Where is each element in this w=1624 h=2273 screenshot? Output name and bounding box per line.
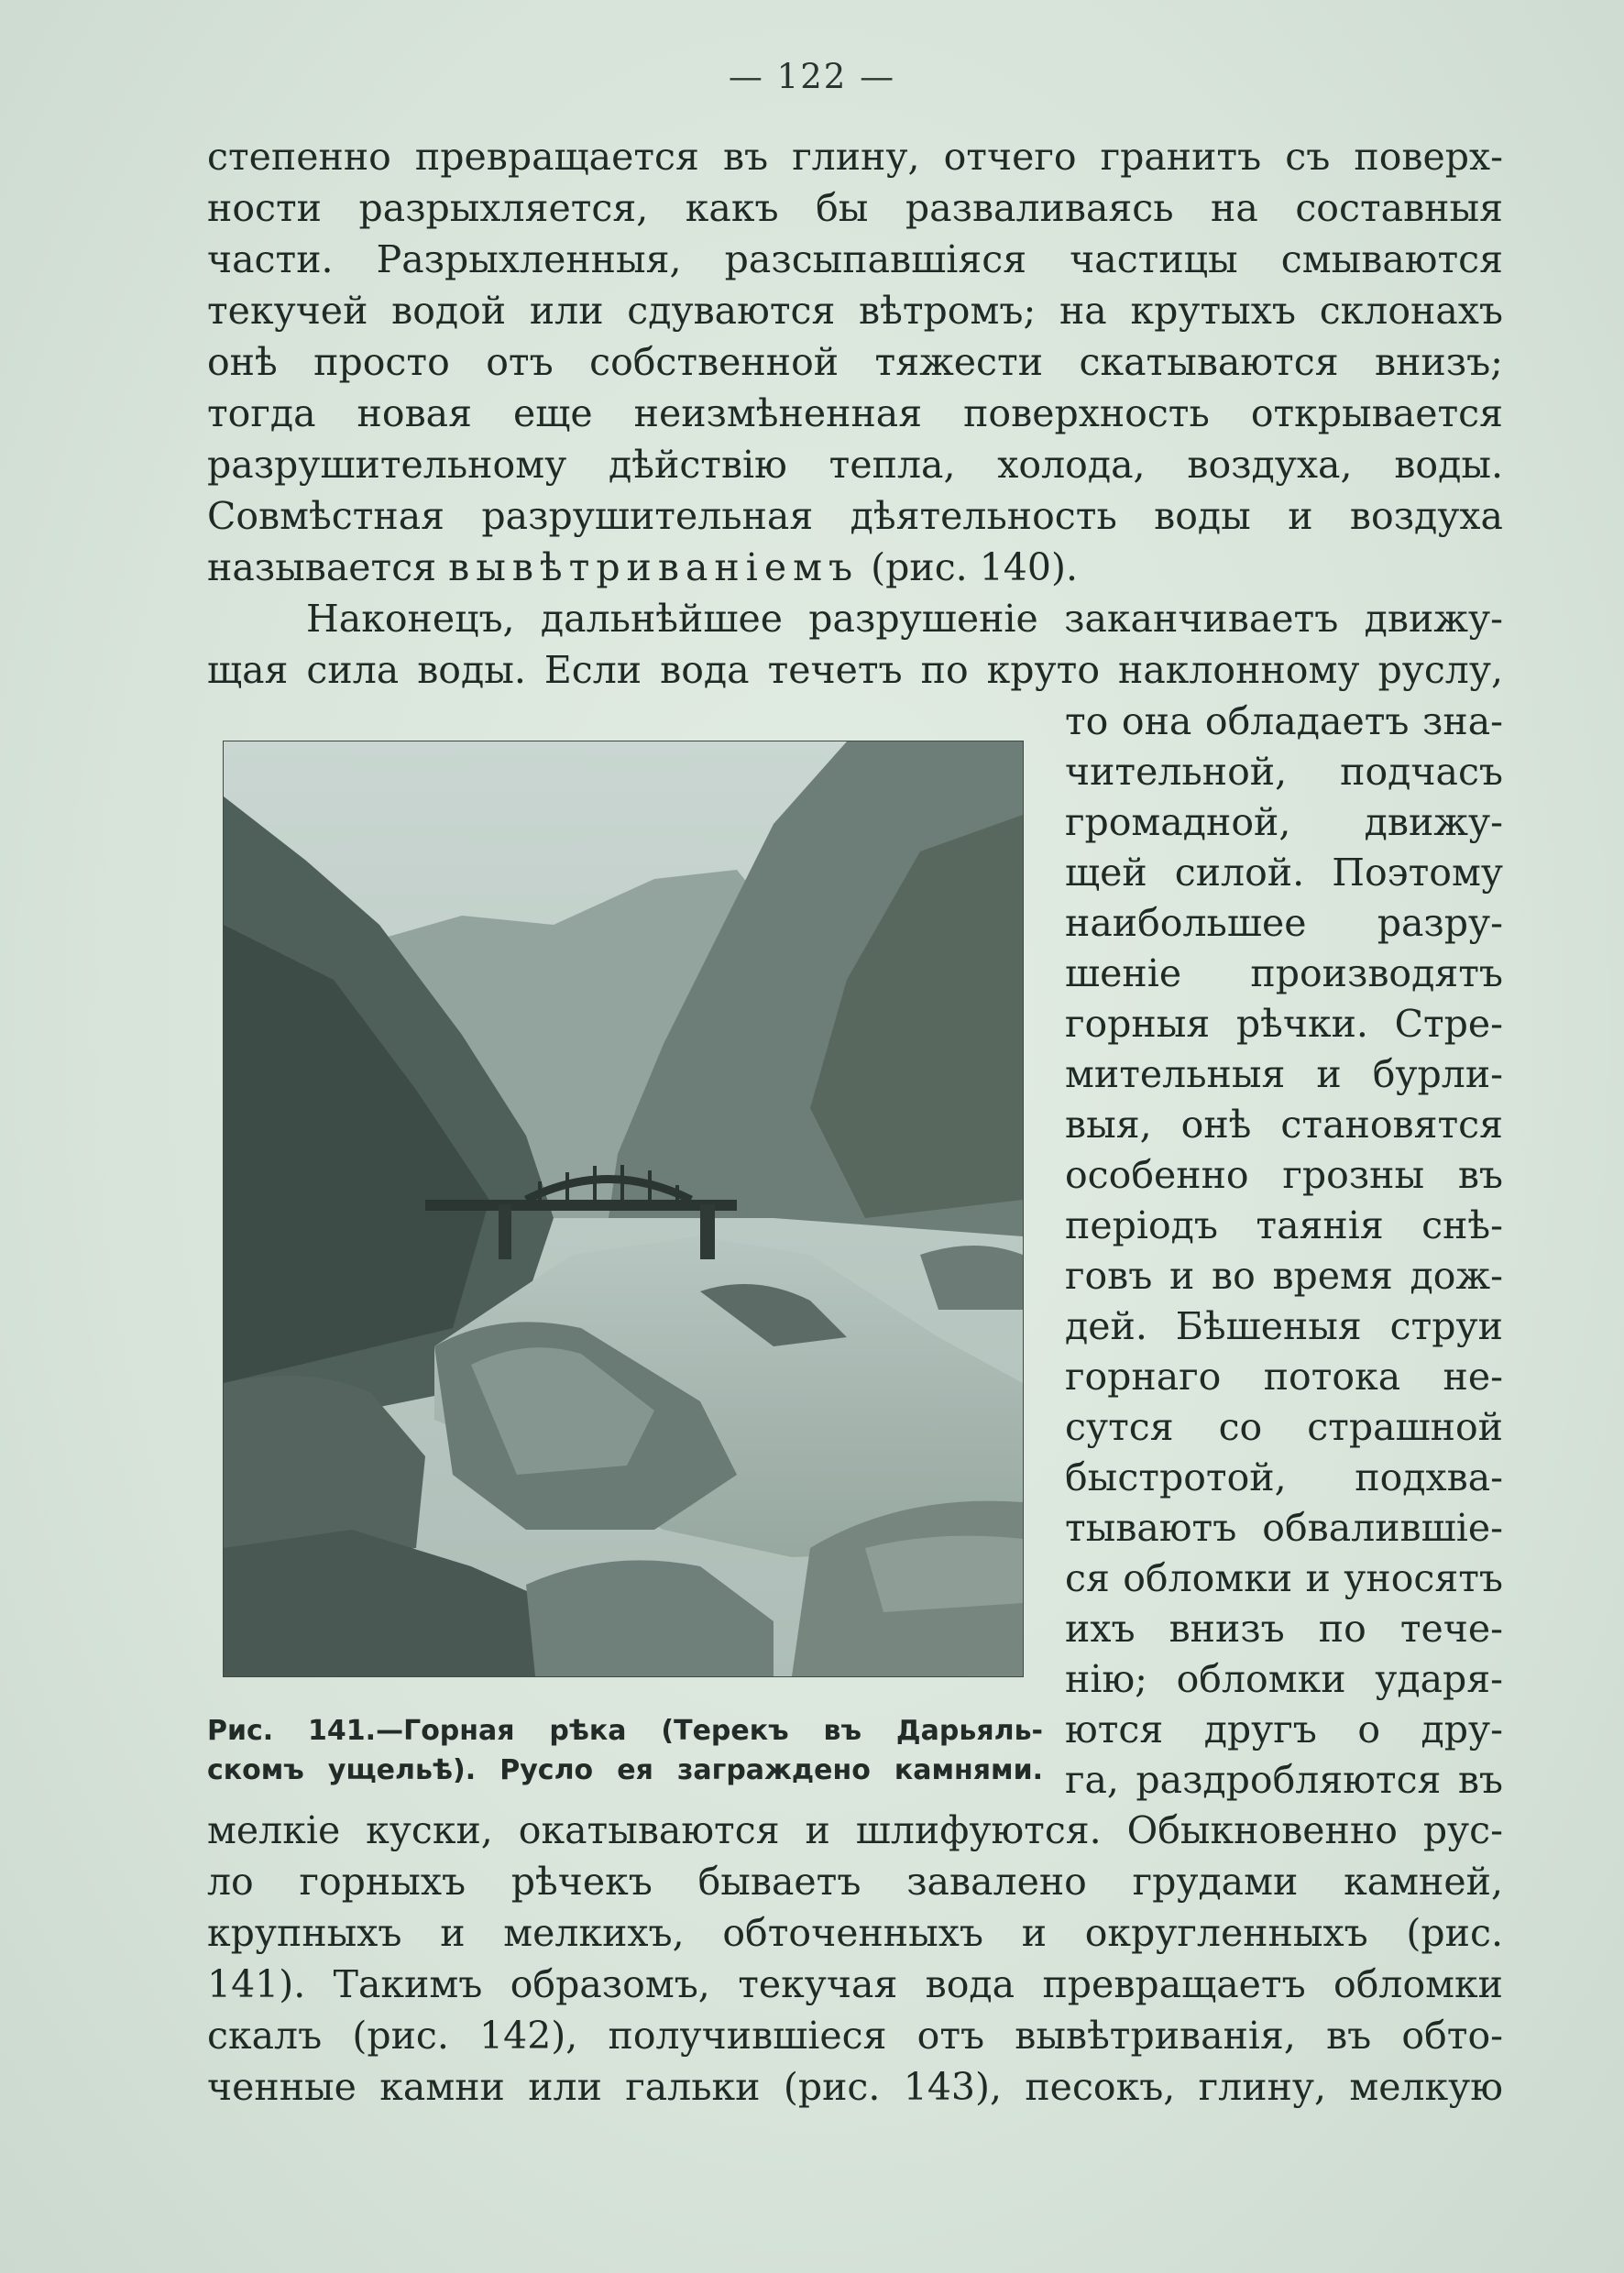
column-line: шеніе производятъ bbox=[1065, 951, 1503, 995]
term-line bbox=[207, 542, 1078, 593]
term-weathering: вывѣтриваніемъ bbox=[448, 545, 860, 589]
caption-line: скомъ ущельѣ). Русло ея заграждено камнями. bbox=[207, 1754, 1043, 1786]
column-line: га, раздробляются въ bbox=[1065, 1758, 1503, 1802]
term-line-before: называется bbox=[207, 545, 449, 589]
column-line: выя, онѣ становятся bbox=[1065, 1103, 1503, 1147]
column-line: ихъ внизъ по тече- bbox=[1065, 1607, 1503, 1651]
column-line: то она обладаетъ зна- bbox=[1065, 699, 1503, 743]
column-line: чительной, подчасъ bbox=[1065, 750, 1503, 794]
column-line: ются другъ о дру- bbox=[1065, 1707, 1503, 1751]
text-line: щая сила воды. Если вода течетъ по круто наклонному руслу, bbox=[207, 648, 1503, 692]
column-line: періодъ таянія снѣ- bbox=[1065, 1203, 1503, 1247]
text-line: тогда новая еще неизмѣненная поверхность открывается bbox=[207, 391, 1503, 435]
text-line: степенно превращается въ глину, отчего гранитъ съ поверх- bbox=[207, 135, 1503, 179]
page-number: — 122 — bbox=[728, 57, 896, 96]
column-line: сутся со страшной bbox=[1065, 1405, 1503, 1449]
text-line: Совмѣстная разрушительная дѣятельность воды и воздуха bbox=[207, 494, 1503, 538]
text-line: ченные камни или гальки (рис. 143), песокъ, глину, мелкую bbox=[207, 2065, 1503, 2109]
caption-line: Рис. 141.—Горная рѣка (Терекъ въ Дарьяль- bbox=[207, 1715, 1043, 1747]
text-line: 141). Такимъ образомъ, текучая вода превращаетъ обломки bbox=[207, 1962, 1503, 2006]
text-line: скалъ (рис. 142), получившіеся отъ вывѣтриванія, въ обто- bbox=[207, 2014, 1503, 2058]
column-line: быстротой, подхва- bbox=[1065, 1455, 1503, 1499]
column-line: ся обломки и уносятъ bbox=[1065, 1556, 1503, 1600]
column-line: говъ и во время дож- bbox=[1065, 1254, 1503, 1298]
text-line: крупныхъ и мелкихъ, обточенныхъ и округленныхъ (рис. bbox=[207, 1911, 1503, 1955]
text-line: мелкіе куски, окатываются и шлифуются. Обыкновенно рус- bbox=[207, 1808, 1503, 1852]
photo-illustration bbox=[224, 741, 1023, 1676]
text-line: Наконецъ, дальнѣйшее разрушеніе заканчиваетъ движу- bbox=[306, 597, 1503, 641]
column-line: дей. Бѣшеныя струи bbox=[1065, 1304, 1503, 1348]
column-line: нію; обломки ударя- bbox=[1065, 1657, 1503, 1701]
mountain-river-gorge-photo bbox=[223, 741, 1024, 1677]
column-line: горнаго потока не- bbox=[1065, 1355, 1503, 1399]
text-line: онѣ просто отъ собственной тяжести скатываются внизъ; bbox=[207, 340, 1503, 384]
column-line: мительныя и бурли- bbox=[1065, 1052, 1503, 1096]
text-line: ности разрыхляется, какъ бы разваливаясь на составныя bbox=[207, 186, 1503, 230]
column-line: особенно грозны въ bbox=[1065, 1153, 1503, 1197]
column-line: наибольшее разру- bbox=[1065, 901, 1503, 945]
text-line: ло горныхъ рѣчекъ бываетъ завалено грудами камней, bbox=[207, 1860, 1503, 1904]
text-line: текучей водой или сдуваются вѣтромъ; на крутыхъ склонахъ bbox=[207, 289, 1503, 333]
term-line-after: (рис. 140). bbox=[859, 545, 1079, 589]
column-line: тываютъ обвалившіе- bbox=[1065, 1506, 1503, 1550]
column-line: горныя рѣчки. Стре- bbox=[1065, 1002, 1503, 1046]
column-line: щей силой. Поэтому bbox=[1065, 851, 1503, 895]
text-line: части. Разрыхленныя, разсыпавшіяся частицы смываются bbox=[207, 237, 1503, 281]
text-line: разрушительному дѣйствію тепла, холода, воздуха, воды. bbox=[207, 443, 1503, 487]
column-line: громадной, движу- bbox=[1065, 800, 1503, 844]
